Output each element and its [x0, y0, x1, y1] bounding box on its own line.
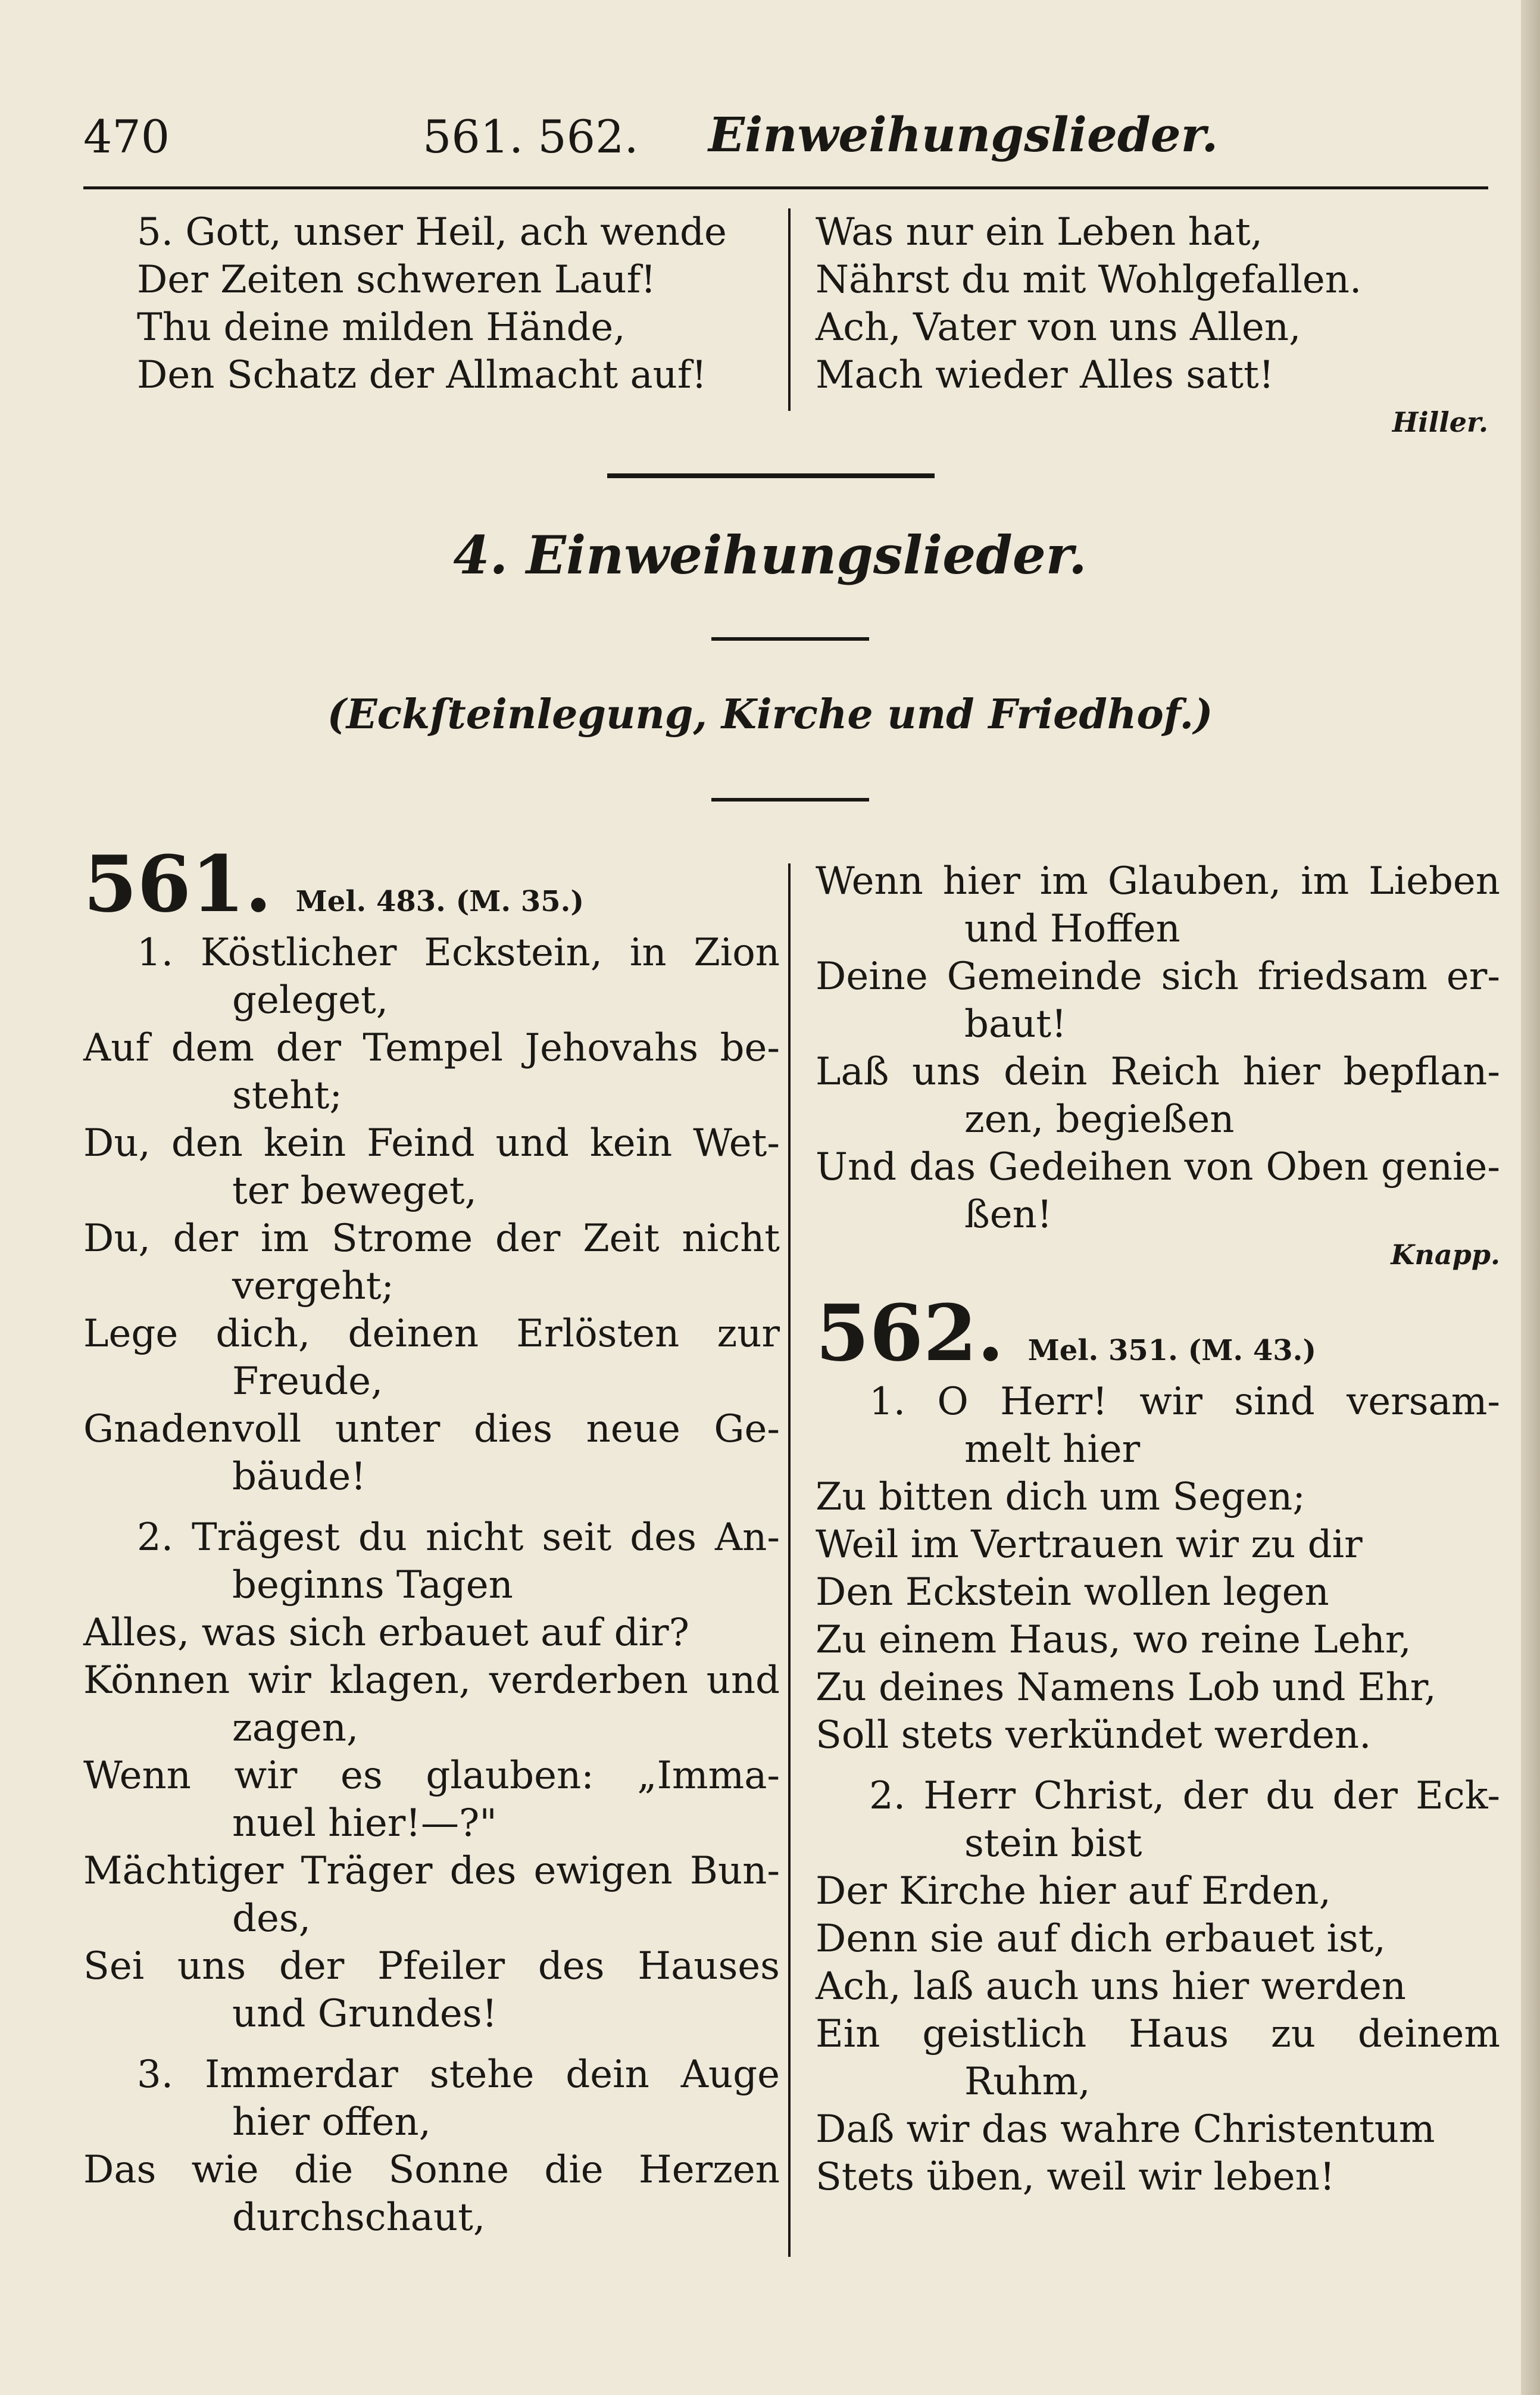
verse-line: 1. Köstlicher Eckstein, in Zion [137, 931, 780, 975]
column-divider-main [788, 863, 791, 2257]
verse-line: Du, der im Strome der Zeit nicht [83, 1217, 780, 1261]
verse-line: ter beweget, [232, 1169, 477, 1213]
verse-line: zen, begießen [964, 1097, 1235, 1142]
prev-hymn-left [137, 208, 750, 399]
page-edge [1521, 0, 1540, 2395]
verse-line: Du, den kein Feind und kein Wet- [83, 1121, 780, 1165]
right-column [816, 857, 1500, 2201]
verse-line: Nährst du mit Wohlgefallen. [816, 258, 1362, 302]
verse-line: Laß uns dein Reich hier bepflan- [816, 1050, 1500, 1094]
verse-line: Soll stets verkündet werden. [816, 1713, 1372, 1757]
verse-line: beginns Tagen [232, 1563, 513, 1607]
verse-line: und Hoffen [964, 907, 1180, 951]
section-rule-2 [711, 637, 869, 641]
verse-line: vergeht; [232, 1264, 394, 1308]
verse-line: Der Zeiten schweren Lauf! [137, 258, 656, 302]
verse-line: Stets üben, weil wir leben! [816, 2155, 1335, 2199]
verse-line: Das wie die Sonne die Herzen [83, 2148, 780, 2192]
verse-line: bäude! [232, 1455, 366, 1499]
prev-hymn-right [816, 208, 1488, 438]
verse-line: 1. O Herr! wir sind versam- [869, 1380, 1500, 1424]
running-title: Einweihungslieder. [708, 107, 1219, 163]
page-header [0, 98, 1540, 164]
verse-line: Wenn wir es glauben: „Imma- [83, 1754, 780, 1798]
page-number: 470 [83, 110, 170, 163]
verse-line: Mach wieder Alles satt! [816, 353, 1275, 397]
section-rule-3 [711, 798, 869, 802]
verse-line: Sei uns der Pfeiler des Hauses [83, 1944, 780, 1988]
section-title: 4. Einweihungslieder. [453, 524, 1087, 586]
verse-line: nuel hier!—?" [232, 1801, 497, 1845]
verse-line: Lege dich, deinen Erlösten zur [83, 1312, 780, 1356]
header-rule [83, 186, 1488, 189]
section-subtitle: (Eckſteinlegung, Kirche und Friedhof.) [327, 691, 1213, 738]
verse-line: baut! [964, 1002, 1067, 1046]
verse-line: zagen, [232, 1706, 359, 1750]
verse-line: Den Schatz der Allmacht auf! [137, 353, 707, 397]
verse-line: Mächtiger Träger des ewigen Bun- [83, 1849, 780, 1893]
verse-line: melt hier [964, 1427, 1141, 1471]
verse-line: 3. Immerdar stehe dein Auge [137, 2053, 780, 2097]
verse-line: Zu bitten dich um Segen; [816, 1475, 1305, 1519]
verse-line: stein bist [964, 1822, 1142, 1866]
verse-line: Alles, was sich erbauet auf dir? [83, 1611, 689, 1655]
hymn-number: 561. [83, 838, 272, 930]
verse-line: Können wir klagen, verderben und [83, 1658, 780, 1702]
melody-reference: Mel. 351. (M. 43.) [1027, 1334, 1317, 1367]
section-rule-1 [607, 473, 935, 478]
hymn-561-heading [83, 838, 780, 930]
author-hiller: Hiller. [1392, 406, 1488, 438]
verse-line: Wenn hier im Glauben, im Lieben [816, 859, 1500, 903]
verse-line: Denn sie auf dich erbauet ist, [816, 1917, 1386, 1961]
verse-line: des, [232, 1897, 311, 1941]
verse-line: hier offen, [232, 2100, 431, 2144]
verse-line: steht; [232, 1074, 342, 1118]
author-knapp: Knapp. [1391, 1239, 1500, 1271]
verse-line: Thu deine milden Hände, [137, 305, 626, 350]
verse-line: Gnadenvoll unter dies neue Ge- [83, 1407, 780, 1451]
verse-line: 2. Trägest du nicht seit des An- [137, 1515, 780, 1560]
verse-line: Was nur ein Leben hat, [816, 210, 1263, 254]
verse-line: Zu deines Namens Lob und Ehr, [816, 1666, 1436, 1710]
verse-line: Der Kirche hier auf Erden, [816, 1869, 1331, 1913]
verse-line: Ein geistlich Haus zu deinem [816, 2012, 1500, 2056]
verse-line: Auf dem der Tempel Jehovahs be- [83, 1026, 780, 1070]
verse-line: ßen! [964, 1193, 1052, 1237]
verse-line: Ach, laß auch uns hier werden [816, 1964, 1406, 2009]
verse-line: Ruhm, [964, 2060, 1091, 2104]
verse-line: 5. Gott, unser Heil, ach wende [137, 210, 727, 254]
verse-line: geleget, [232, 978, 389, 1022]
hymn-562-heading [816, 1287, 1500, 1379]
hymn-number: 562. [816, 1287, 1004, 1379]
verse-line: Ach, Vater von uns Allen, [816, 305, 1301, 350]
verse-line: Freude, [232, 1359, 383, 1404]
verse-line: Weil im Vertrauen wir zu dir [816, 1523, 1363, 1567]
hymn-561 [83, 838, 780, 2241]
melody-reference: Mel. 483. (M. 35.) [295, 885, 585, 918]
header-hymn-numbers: 561. 562. [423, 110, 639, 163]
verse-line: Und das Gedeihen von Oben genie- [816, 1145, 1500, 1189]
verse-line: Daß wir das wahre Christentum [816, 2107, 1435, 2151]
column-divider-top [788, 208, 791, 411]
verse-line: durchschaut, [232, 2196, 486, 2240]
verse-line: 2. Herr Christ, der du der Eck- [869, 1774, 1500, 1818]
verse-line: Deine Gemeinde sich friedsam er- [816, 955, 1500, 999]
verse-line: Zu einem Haus, wo reine Lehr, [816, 1618, 1411, 1662]
verse-line: und Grundes! [232, 1992, 498, 2036]
verse-line: Den Eckstein wollen legen [816, 1570, 1329, 1614]
